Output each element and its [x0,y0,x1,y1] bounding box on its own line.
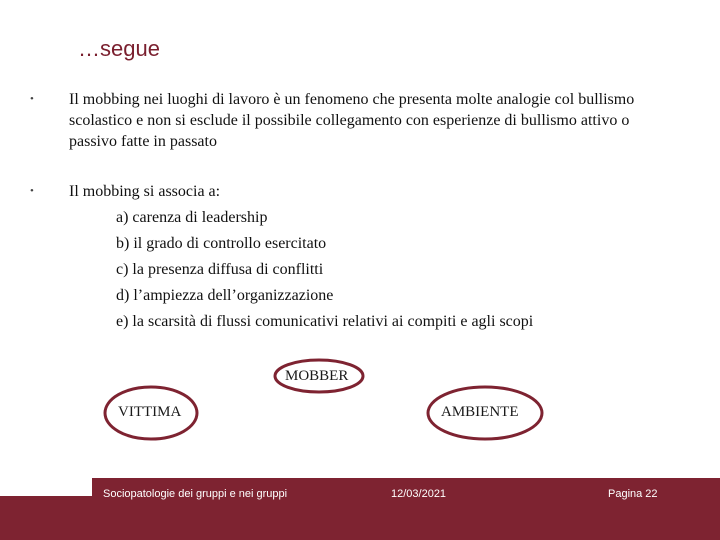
footer-bar [0,478,720,540]
slide-title: …segue [78,36,160,61]
list-item: e) la scarsità di flussi comunicativi relativi ai compiti e agli scopi [116,313,534,330]
mobber-label: MOBBER [285,368,349,384]
bullet-marker: • [30,93,34,105]
ambiente-label: AMBIENTE [441,404,519,420]
vittima-label: VITTIMA [118,404,182,420]
list-item: c) la presenza diffusa di conflitti [116,261,324,278]
list-item: d) l’ampiezza dell’organizzazione [116,287,334,304]
bullet-text-mobbing-analogies: Il mobbing nei luoghi di lavoro è un fenomeno che presenta molte analogie col bullismo scolastico e non si esclude il possibile collegamento con esperienze di bullismo attivo o passivo fatte in passato [69,91,635,150]
bullet-text-mobbing-associates: Il mobbing si associa a: [69,183,221,200]
footer-course: Sociopatologie dei gruppi e nei gruppi [103,488,288,500]
bullet-marker: • [30,185,34,197]
footer-date: 12/03/2021 [391,488,447,500]
list-item: a) carenza di leadership [116,209,268,226]
list-item: b) il grado di controllo esercitato [116,235,327,252]
footer-page-number: Pagina 22 [608,488,658,500]
